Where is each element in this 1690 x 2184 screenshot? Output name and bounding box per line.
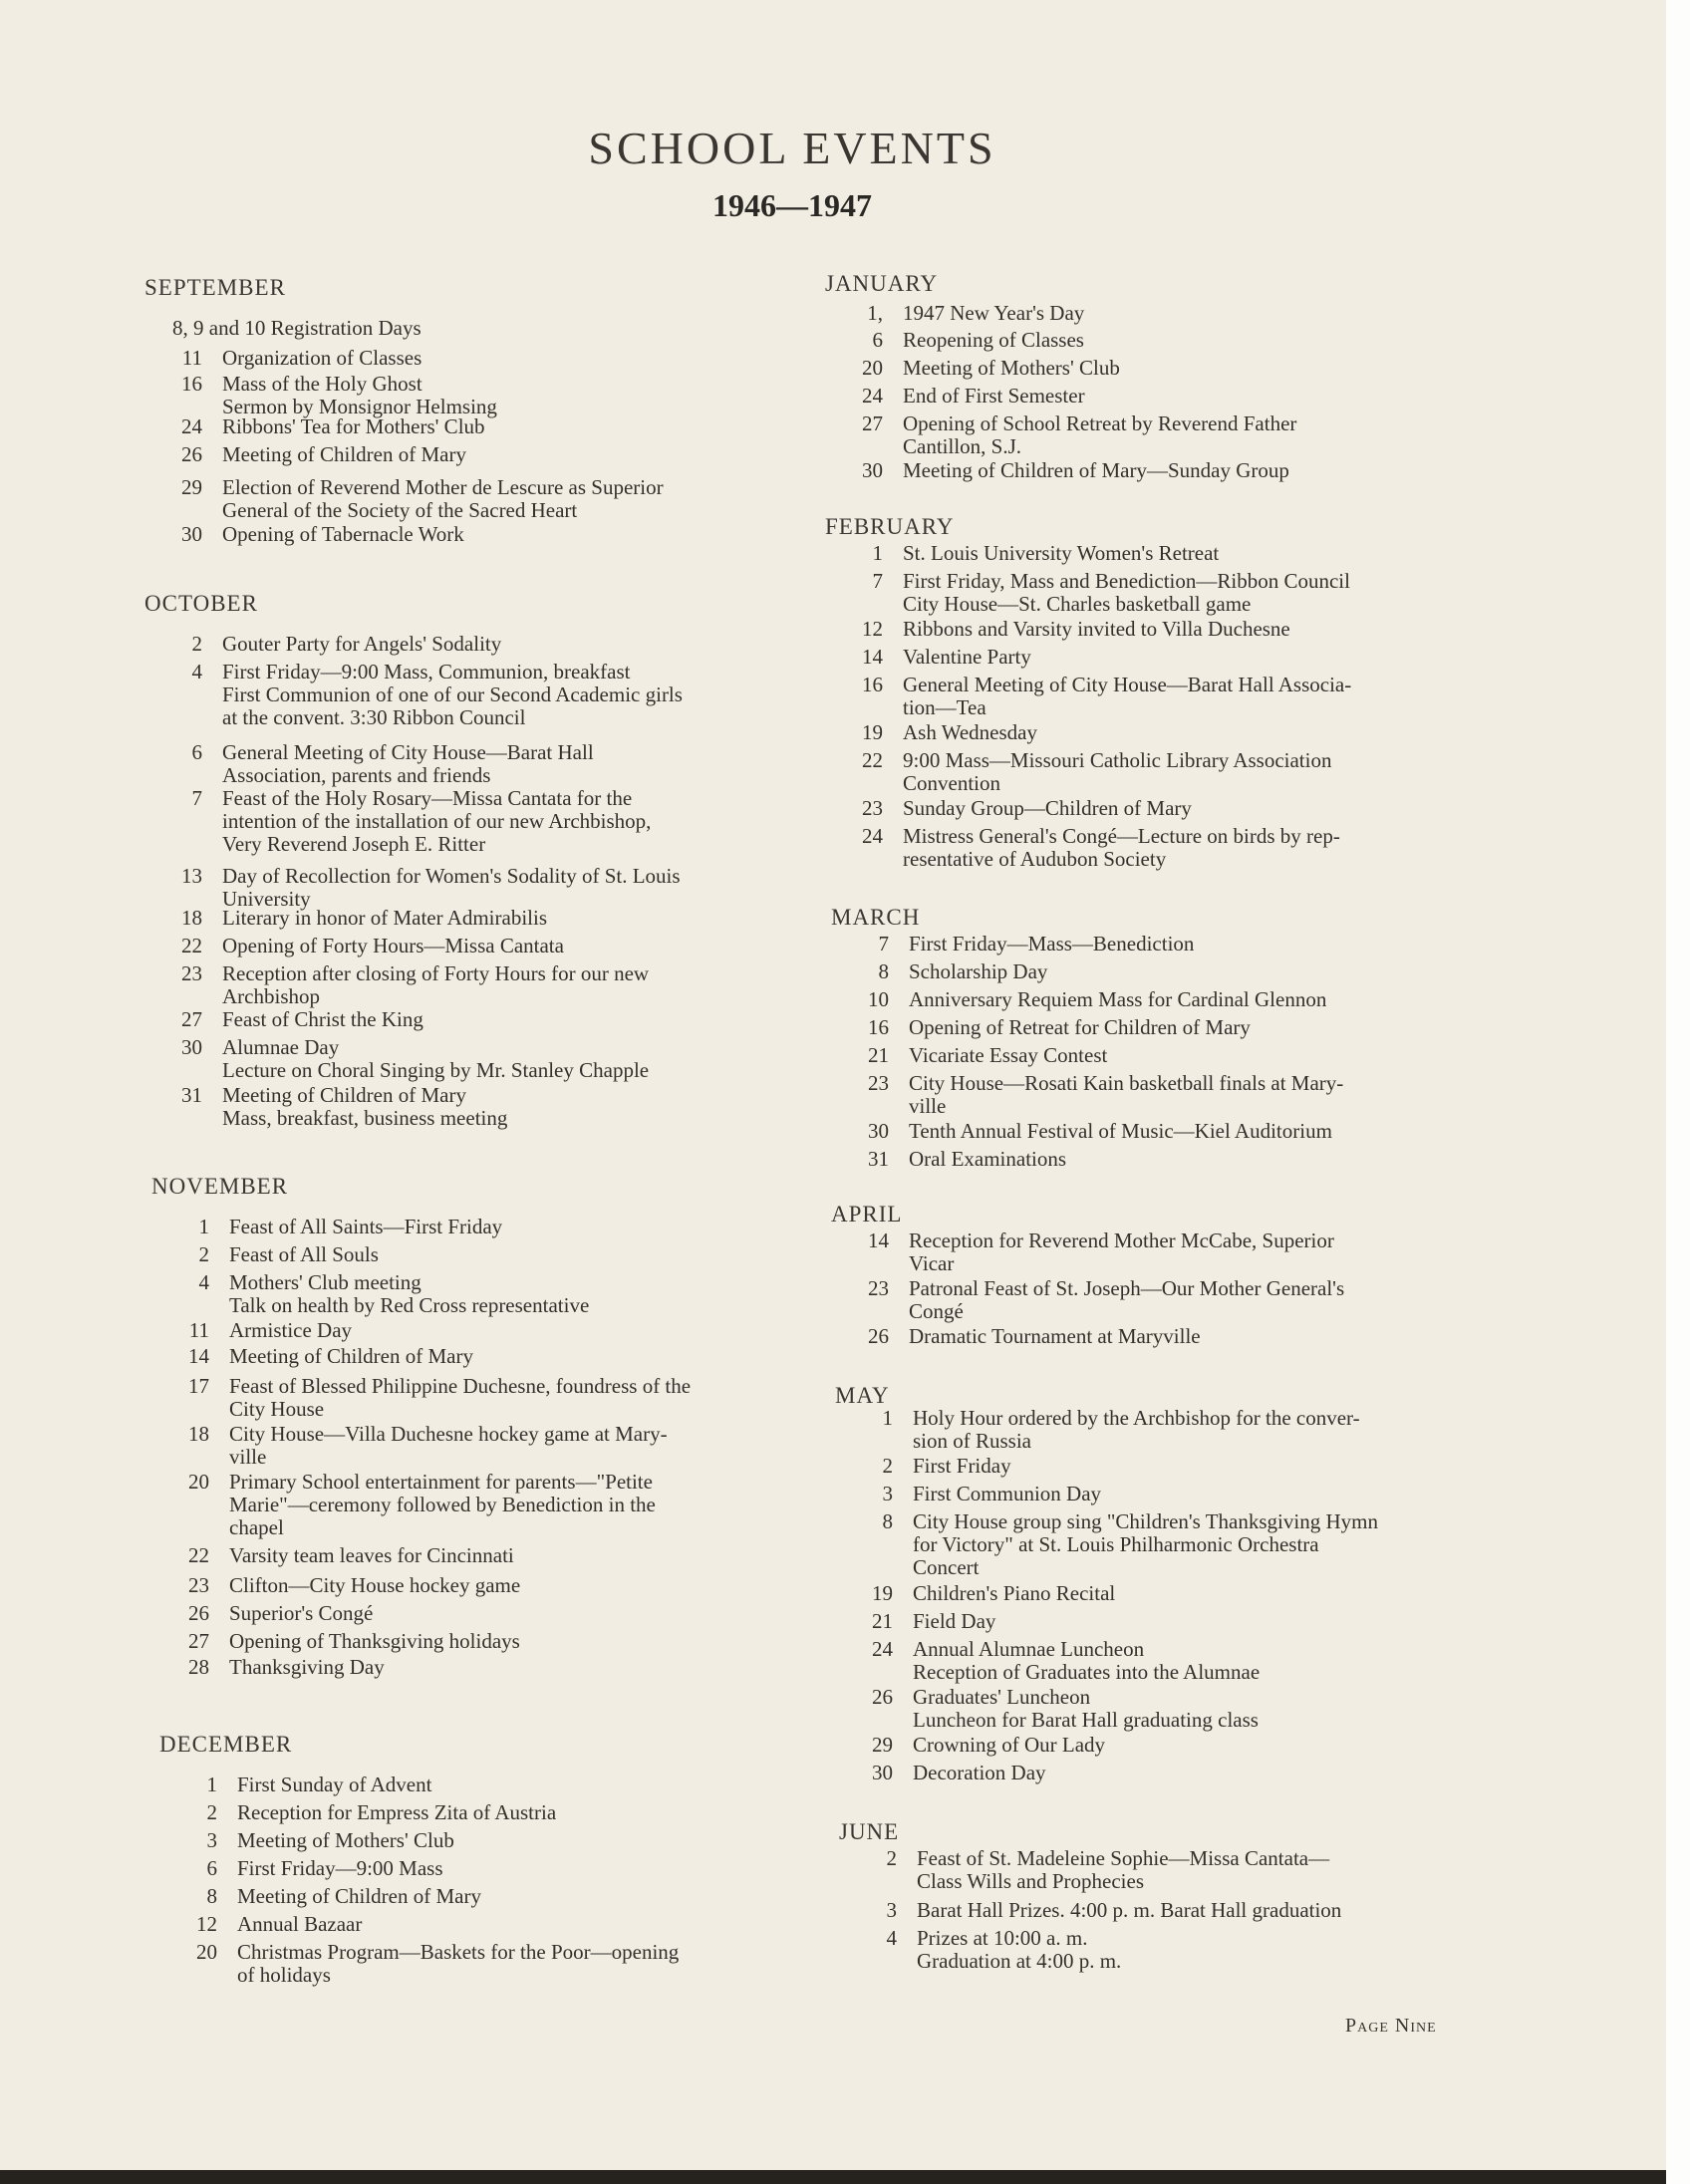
- event-row: [165, 1630, 803, 1653]
- event-day: 16: [181, 372, 202, 396]
- event-day: 26: [868, 1324, 889, 1348]
- event-row: [845, 1325, 1473, 1348]
- event-row: [845, 960, 1473, 983]
- event-description: Clifton—City House hockey game: [229, 1573, 521, 1597]
- page-subtitle: 1946—1947: [712, 187, 872, 223]
- event-row: [165, 1423, 803, 1469]
- event-description: Armistice Day: [229, 1318, 353, 1342]
- event-day: 8: [206, 1884, 217, 1908]
- event-day: 2: [206, 1800, 217, 1824]
- event-row: [845, 1072, 1473, 1118]
- month-heading-march: MARCH: [831, 905, 921, 930]
- event-row: [158, 661, 796, 729]
- event-row: [839, 542, 1467, 565]
- month-heading-october: OCTOBER: [144, 591, 258, 616]
- event-day: 22: [188, 1543, 209, 1567]
- event-day: 3: [882, 1482, 893, 1505]
- event-description: Meeting of Children of Mary: [222, 442, 466, 466]
- event-row: [839, 570, 1467, 616]
- event-description: Feast of Christ the King: [222, 1007, 423, 1031]
- event-row: [845, 1044, 1473, 1067]
- event-day: 27: [188, 1629, 209, 1653]
- event-row: [165, 1544, 803, 1567]
- event-row: [158, 347, 796, 370]
- event-description: Alumnae Day Lecture on Choral Singing by Mr. Stanley Chapple: [222, 1035, 650, 1082]
- event-day: 30: [181, 1035, 202, 1059]
- event-row: [172, 317, 810, 340]
- event-day: 30: [868, 1119, 889, 1143]
- event-description: Feast of St. Madeleine Sophie—Missa Cantata— Class Wills and Prophecies: [917, 1846, 1330, 1893]
- event-row: [158, 443, 796, 466]
- event-row: [839, 797, 1467, 820]
- event-row: [845, 1277, 1473, 1323]
- month-heading-january: JANUARY: [825, 271, 939, 296]
- event-row: [165, 1271, 803, 1317]
- event-day: 18: [181, 906, 202, 930]
- event-day: 28: [188, 1655, 209, 1679]
- event-description: Anniversary Requiem Mass for Cardinal Glennon: [909, 987, 1327, 1011]
- event-day: 14: [862, 645, 883, 669]
- event-description: First Friday—9:00 Mass, Communion, breakfast First Communion of one of our Second Academic girls at the convent. 3:30 Ribbon Council: [222, 660, 683, 729]
- event-day: 2: [886, 1846, 897, 1870]
- event-description: Opening of Retreat for Children of Mary: [909, 1015, 1251, 1039]
- event-description: Election of Reverend Mother de Lescure as Superior General of the Society of the Sacred Heart: [222, 475, 664, 522]
- event-row: [849, 1734, 1477, 1757]
- event-description: Feast of All Saints—First Friday: [229, 1215, 503, 1238]
- event-description: Meeting of Mothers' Club: [903, 356, 1120, 380]
- event-day: 21: [872, 1609, 893, 1633]
- event-row: [849, 1455, 1477, 1478]
- event-description: Mothers' Club meeting Talk on health by Red Cross representative: [229, 1270, 590, 1317]
- event-day: 4: [198, 1270, 209, 1294]
- event-day: 29: [181, 475, 202, 499]
- event-row: [165, 1345, 803, 1368]
- event-row: [165, 1574, 803, 1597]
- event-day: 14: [188, 1344, 209, 1368]
- event-day: 31: [868, 1147, 889, 1171]
- event-row: [845, 1148, 1473, 1171]
- event-day: 2: [198, 1242, 209, 1266]
- event-row: [158, 962, 796, 1008]
- event-row: [845, 1016, 1473, 1039]
- event-day: 8: [878, 959, 889, 983]
- event-description: End of First Semester: [903, 384, 1085, 408]
- event-day: 4: [886, 1926, 897, 1950]
- event-row: [158, 633, 796, 656]
- event-row: [839, 674, 1467, 719]
- event-row: [853, 1847, 1481, 1893]
- event-description: St. Louis University Women's Retreat: [903, 541, 1220, 565]
- event-description: Opening of School Retreat by Reverend Father Cantillon, S.J.: [903, 411, 1297, 458]
- event-description: Meeting of Mothers' Club: [237, 1828, 454, 1852]
- page-bottom-border: [0, 2170, 1666, 2184]
- event-description: City House group sing "Children's Thanksgiving Hymn for Victory" at St. Louis Philharmonic Orchestra Concert: [913, 1509, 1378, 1579]
- event-row: [173, 1857, 811, 1880]
- event-day: 1: [206, 1773, 217, 1796]
- event-description: Graduates' Luncheon Luncheon for Barat Hall graduating class: [913, 1685, 1259, 1732]
- event-row: [853, 1927, 1481, 1973]
- event-day: 29: [872, 1733, 893, 1757]
- event-row: [849, 1510, 1477, 1579]
- event-row: [849, 1638, 1477, 1684]
- event-description: Literary in honor of Mater Admirabilis: [222, 906, 548, 930]
- event-day: 1: [882, 1406, 893, 1430]
- event-row: [845, 1229, 1473, 1275]
- event-description: Opening of Thanksgiving holidays: [229, 1629, 520, 1653]
- event-description: Vicariate Essay Contest: [909, 1043, 1108, 1067]
- event-row: [853, 1899, 1481, 1922]
- event-description: Primary School entertainment for parents—"Petite Marie"—ceremony followed by Benediction in the chapel: [229, 1470, 656, 1539]
- event-description: 8, 9 and 10 Registration Days: [172, 316, 422, 340]
- event-row: [158, 935, 796, 957]
- event-row: [849, 1686, 1477, 1732]
- event-description: Crowning of Our Lady: [913, 1733, 1106, 1757]
- event-row: [845, 1120, 1473, 1143]
- event-description: First Friday—9:00 Mass: [237, 1856, 443, 1880]
- event-day: 30: [862, 458, 883, 482]
- page-number: Page Nine: [1345, 2015, 1437, 2037]
- event-row: [839, 357, 1467, 380]
- event-row: [165, 1319, 803, 1342]
- event-day: 20: [188, 1470, 209, 1494]
- event-row: [839, 459, 1467, 482]
- event-day: 24: [181, 414, 202, 438]
- event-description: 1947 New Year's Day: [903, 301, 1085, 325]
- event-day: 2: [191, 632, 202, 656]
- event-day: 19: [862, 720, 883, 744]
- event-row: [158, 476, 796, 522]
- event-description: Dramatic Tournament at Maryville: [909, 1324, 1201, 1348]
- event-row: [165, 1243, 803, 1266]
- event-description: 9:00 Mass—Missouri Catholic Library Association Convention: [903, 748, 1332, 795]
- event-description: Meeting of Children of Mary Mass, breakfast, business meeting: [222, 1083, 508, 1130]
- event-day: 23: [188, 1573, 209, 1597]
- event-row: [158, 415, 796, 438]
- event-description: Feast of Blessed Philippine Duchesne, foundress of the City House: [229, 1374, 692, 1421]
- event-row: [158, 373, 796, 418]
- event-day: 2: [882, 1454, 893, 1478]
- event-day: 14: [868, 1228, 889, 1252]
- event-day: 6: [872, 328, 883, 352]
- event-description: Reception for Empress Zita of Austria: [237, 1800, 557, 1824]
- event-description: General Meeting of City House—Barat Hall Associa- tion—Tea: [903, 673, 1352, 719]
- event-description: Varsity team leaves for Cincinnati: [229, 1543, 514, 1567]
- event-description: Prizes at 10:00 a. m. Graduation at 4:00 p. m.: [917, 1926, 1122, 1973]
- event-description: General Meeting of City House—Barat Hall Association, parents and friends: [222, 740, 594, 787]
- event-day: 16: [862, 673, 883, 696]
- event-description: City House—Villa Duchesne hockey game at Mary- ville: [229, 1422, 668, 1469]
- event-description: First Friday—Mass—Benediction: [909, 932, 1195, 956]
- event-row: [849, 1610, 1477, 1633]
- event-row: [839, 385, 1467, 408]
- event-day: 6: [191, 740, 202, 764]
- page-title: SCHOOL EVENTS: [588, 123, 996, 173]
- event-day: 3: [886, 1898, 897, 1922]
- event-description: Mistress General's Congé—Lecture on birds by rep- resentative of Audubon Society: [903, 824, 1340, 871]
- event-day: 13: [181, 864, 202, 888]
- month-heading-may: MAY: [835, 1383, 890, 1408]
- event-row: [849, 1407, 1477, 1453]
- event-description: Sunday Group—Children of Mary: [903, 796, 1192, 820]
- event-day: 23: [862, 796, 883, 820]
- event-description: Opening of Forty Hours—Missa Cantata: [222, 934, 564, 957]
- event-day: 31: [181, 1083, 202, 1107]
- event-day: 19: [872, 1581, 893, 1605]
- month-heading-june: JUNE: [839, 1819, 900, 1844]
- event-day: 1: [198, 1215, 209, 1238]
- event-description: Opening of Tabernacle Work: [222, 522, 464, 546]
- event-description: Decoration Day: [913, 1761, 1046, 1784]
- event-row: [173, 1801, 811, 1824]
- event-row: [165, 1216, 803, 1238]
- event-day: 30: [872, 1761, 893, 1784]
- event-description: Superior's Congé: [229, 1601, 374, 1625]
- event-description: First Communion Day: [913, 1482, 1102, 1505]
- event-day: 18: [188, 1422, 209, 1446]
- event-day: 4: [191, 660, 202, 683]
- event-description: Ribbons and Varsity invited to Villa Duchesne: [903, 617, 1290, 641]
- event-day: 23: [868, 1276, 889, 1300]
- event-day: 24: [862, 824, 883, 848]
- event-day: 7: [872, 569, 883, 593]
- event-row: [158, 741, 796, 787]
- event-day: 8: [882, 1509, 893, 1533]
- event-description: Ash Wednesday: [903, 720, 1037, 744]
- event-description: Christmas Program—Baskets for the Poor—opening of holidays: [237, 1940, 680, 1987]
- event-day: 16: [868, 1015, 889, 1039]
- event-description: Thanksgiving Day: [229, 1655, 385, 1679]
- event-row: [158, 865, 796, 911]
- event-row: [839, 646, 1467, 669]
- event-description: Meeting of Children of Mary—Sunday Group: [903, 458, 1289, 482]
- event-description: Ribbons' Tea for Mothers' Club: [222, 414, 485, 438]
- event-row: [839, 618, 1467, 641]
- event-row: [839, 329, 1467, 352]
- event-row: [173, 1774, 811, 1796]
- event-row: [165, 1656, 803, 1679]
- event-description: Tenth Annual Festival of Music—Kiel Auditorium: [909, 1119, 1332, 1143]
- event-description: Meeting of Children of Mary: [237, 1884, 481, 1908]
- event-description: Reopening of Classes: [903, 328, 1084, 352]
- event-day: 1: [872, 541, 883, 565]
- event-row: [165, 1375, 803, 1421]
- event-description: Reception for Reverend Mother McCabe, Superior Vicar: [909, 1228, 1334, 1275]
- event-description: Barat Hall Prizes. 4:00 p. m. Barat Hall graduation: [917, 1898, 1342, 1922]
- event-day: 24: [872, 1637, 893, 1661]
- event-day: 26: [188, 1601, 209, 1625]
- event-description: Organization of Classes: [222, 346, 422, 370]
- event-row: [839, 825, 1467, 871]
- event-day: 24: [862, 384, 883, 408]
- event-row: [165, 1602, 803, 1625]
- event-row: [839, 412, 1467, 458]
- event-day: 30: [181, 522, 202, 546]
- event-description: Patronal Feast of St. Joseph—Our Mother General's Congé: [909, 1276, 1345, 1323]
- event-row: [839, 749, 1467, 795]
- event-day: 26: [181, 442, 202, 466]
- event-description: Holy Hour ordered by the Archbishop for the conver- sion of Russia: [913, 1406, 1360, 1453]
- month-heading-april: APRIL: [831, 1202, 903, 1227]
- event-day: 17: [188, 1374, 209, 1398]
- event-description: Children's Piano Recital: [913, 1581, 1116, 1605]
- event-description: Field Day: [913, 1609, 996, 1633]
- event-description: First Sunday of Advent: [237, 1773, 432, 1796]
- event-description: First Friday: [913, 1454, 1011, 1478]
- event-row: [849, 1762, 1477, 1784]
- event-row: [845, 933, 1473, 956]
- event-row: [173, 1829, 811, 1852]
- event-description: Scholarship Day: [909, 959, 1048, 983]
- event-day: 11: [181, 346, 202, 370]
- month-heading-september: SEPTEMBER: [144, 275, 286, 300]
- event-row: [158, 1008, 796, 1031]
- event-row: [849, 1582, 1477, 1605]
- event-day: 11: [188, 1318, 209, 1342]
- month-heading-december: DECEMBER: [159, 1732, 293, 1757]
- event-day: 21: [868, 1043, 889, 1067]
- event-day: 12: [196, 1912, 217, 1936]
- event-description: Gouter Party for Angels' Sodality: [222, 632, 502, 656]
- event-day: 22: [181, 934, 202, 957]
- event-row: [839, 302, 1467, 325]
- event-row: [849, 1483, 1477, 1505]
- event-day: 20: [196, 1940, 217, 1964]
- event-description: Oral Examinations: [909, 1147, 1067, 1171]
- event-day: 27: [181, 1007, 202, 1031]
- event-day: 23: [868, 1071, 889, 1095]
- event-day: 7: [191, 786, 202, 810]
- event-row: [839, 721, 1467, 744]
- page-edge: [1666, 0, 1690, 2184]
- event-day: 3: [206, 1828, 217, 1852]
- event-description: Annual Alumnae Luncheon Reception of Graduates into the Alumnae: [913, 1637, 1261, 1684]
- event-description: City House—Rosati Kain basketball finals at Mary- ville: [909, 1071, 1344, 1118]
- event-day: 7: [878, 932, 889, 956]
- event-description: Valentine Party: [903, 645, 1031, 669]
- event-description: Meeting of Children of Mary: [229, 1344, 473, 1368]
- event-day: 1,: [867, 301, 883, 325]
- event-row: [165, 1471, 803, 1539]
- event-description: Reception after closing of Forty Hours for our new Archbishop: [222, 961, 650, 1008]
- event-day: 6: [206, 1856, 217, 1880]
- event-day: 26: [872, 1685, 893, 1709]
- event-day: 12: [862, 617, 883, 641]
- event-row: [158, 523, 796, 546]
- event-row: [845, 988, 1473, 1011]
- month-heading-february: FEBRUARY: [825, 514, 955, 539]
- event-row: [158, 907, 796, 930]
- event-row: [173, 1885, 811, 1908]
- event-description: Day of Recollection for Women's Sodality of St. Louis University: [222, 864, 681, 911]
- event-description: Annual Bazaar: [237, 1912, 363, 1936]
- event-row: [173, 1913, 811, 1936]
- event-row: [173, 1941, 811, 1987]
- event-row: [158, 787, 796, 856]
- event-day: 23: [181, 961, 202, 985]
- event-day: 27: [862, 411, 883, 435]
- event-description: First Friday, Mass and Benediction—Ribbon Council City House—St. Charles basketball game: [903, 569, 1350, 616]
- event-day: 20: [862, 356, 883, 380]
- event-day: 10: [868, 987, 889, 1011]
- event-description: Feast of the Holy Rosary—Missa Cantata for the intention of the installation of our new Archbishop, Very Reverend Joseph E. Ritter: [222, 786, 652, 856]
- event-row: [158, 1084, 796, 1130]
- event-day: 22: [862, 748, 883, 772]
- event-description: Feast of All Souls: [229, 1242, 379, 1266]
- event-row: [158, 1036, 796, 1082]
- month-heading-november: NOVEMBER: [151, 1174, 289, 1199]
- event-description: Mass of the Holy Ghost Sermon by Monsignor Helmsing: [222, 372, 497, 418]
